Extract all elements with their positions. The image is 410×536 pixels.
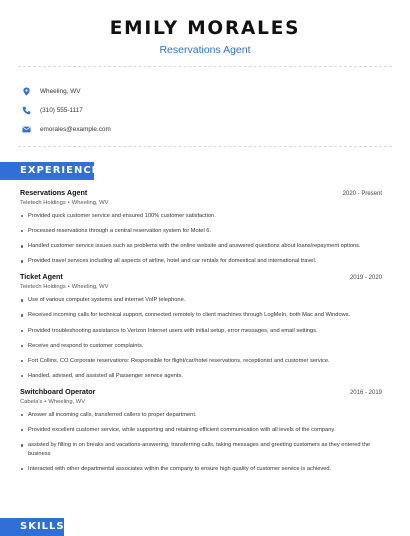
- list-item: Handled, advised, and assisted all Passenger service agents.: [20, 372, 382, 381]
- job-entry: [20, 272, 382, 380]
- job-dates: 2019 - 2020: [349, 275, 382, 282]
- job-entry: [20, 188, 382, 266]
- contact-phone-text: (310) 555-1117: [40, 106, 83, 114]
- job-dates: 2016 - 2019: [349, 389, 382, 396]
- resume-header: [0, 0, 410, 56]
- list-item: Use of various computer systems and internet VoIP telephone.: [20, 296, 382, 305]
- list-item: Provided travel services including all aspects of airline, hotel and car rentals for domestical and international travel.: [20, 257, 382, 266]
- list-item: Provided troubleshooting assistance to Verizon Internet users with initial setup, error messages, and email settings.: [20, 327, 382, 336]
- job-location: Wheeling, WV: [71, 284, 109, 291]
- job-bullets: [20, 296, 382, 380]
- list-item: Processed reservations through a central reservation system for Motel 6.: [20, 227, 382, 236]
- job-bullets: [20, 411, 382, 473]
- experience-list: [20, 188, 382, 480]
- job-company-line: Teletech Holdings • Wheeling, WV: [20, 200, 109, 206]
- job-company-line: Teletech Holdings • Wheeling, WV: [20, 284, 109, 291]
- list-item: Receive and respond to customer complaints.: [20, 342, 382, 351]
- contact-email: [22, 120, 111, 138]
- job-company: Teletech Holdings: [20, 284, 66, 291]
- job-location: Wheeling, WV: [48, 398, 86, 405]
- job-dates: 2020 - Present: [342, 191, 382, 197]
- list-item: Received incoming calls for technical support, connected remotely to client machines through LogMeIn, both Mac and Windows.: [20, 311, 382, 320]
- divider: [18, 146, 392, 147]
- job-title: Reservations Agent: [20, 188, 88, 197]
- job-company: Cabela's: [20, 398, 43, 405]
- job-company: Teletech Holdings: [20, 200, 66, 206]
- list-item: assisted by filling in on breaks and vacations-answering, transferring calls, taking messages and greeting customers as they entered the business: [20, 441, 382, 458]
- candidate-title: Reservations Agent: [159, 44, 251, 56]
- job-location: Wheeling, WV: [71, 200, 109, 206]
- phone-icon: [22, 106, 31, 115]
- divider: [18, 66, 392, 67]
- candidate-name: EMILY MORALES: [109, 18, 301, 39]
- list-item: Provided excellent customer service, while supporting and retaining efficient communication with all levels of the company.: [20, 426, 382, 435]
- location-pin-icon: [22, 87, 31, 96]
- list-item: Answer all incoming calls, transferred callers to proper department.: [20, 411, 382, 420]
- list-item: Fort Collins, CO Corporate reservations: Responsible for flight/car/hotel reservations, receptionist and customer service.: [20, 357, 382, 366]
- skills-section-title: SKILLS: [0, 518, 64, 536]
- job-title: Switchboard Operator: [20, 386, 96, 396]
- contact-list: [22, 82, 111, 138]
- experience-section-title: EXPERIENCE: [0, 162, 94, 180]
- list-item: Handled customer service issues such as problems with the online website and answered questions about loans/repayment options.: [20, 242, 382, 251]
- contact-location-text: Wheeling, WV: [40, 87, 81, 95]
- job-company-line: Cabela's • Wheeling, WV: [20, 398, 86, 405]
- list-item: Interacted with other departmental associates within the company to ensure high quality of customer service is achieved.: [20, 465, 382, 474]
- contact-email-text: emorales@example.com: [40, 125, 111, 133]
- contact-phone: [22, 101, 111, 119]
- job-bullets: [20, 212, 382, 266]
- job-entry: [20, 387, 382, 473]
- list-item: Provided quick customer service and ensured 100% customer satisfaction.: [20, 212, 382, 221]
- email-icon: [22, 125, 31, 134]
- job-title: Ticket Agent: [20, 272, 63, 282]
- contact-location: [22, 82, 111, 100]
